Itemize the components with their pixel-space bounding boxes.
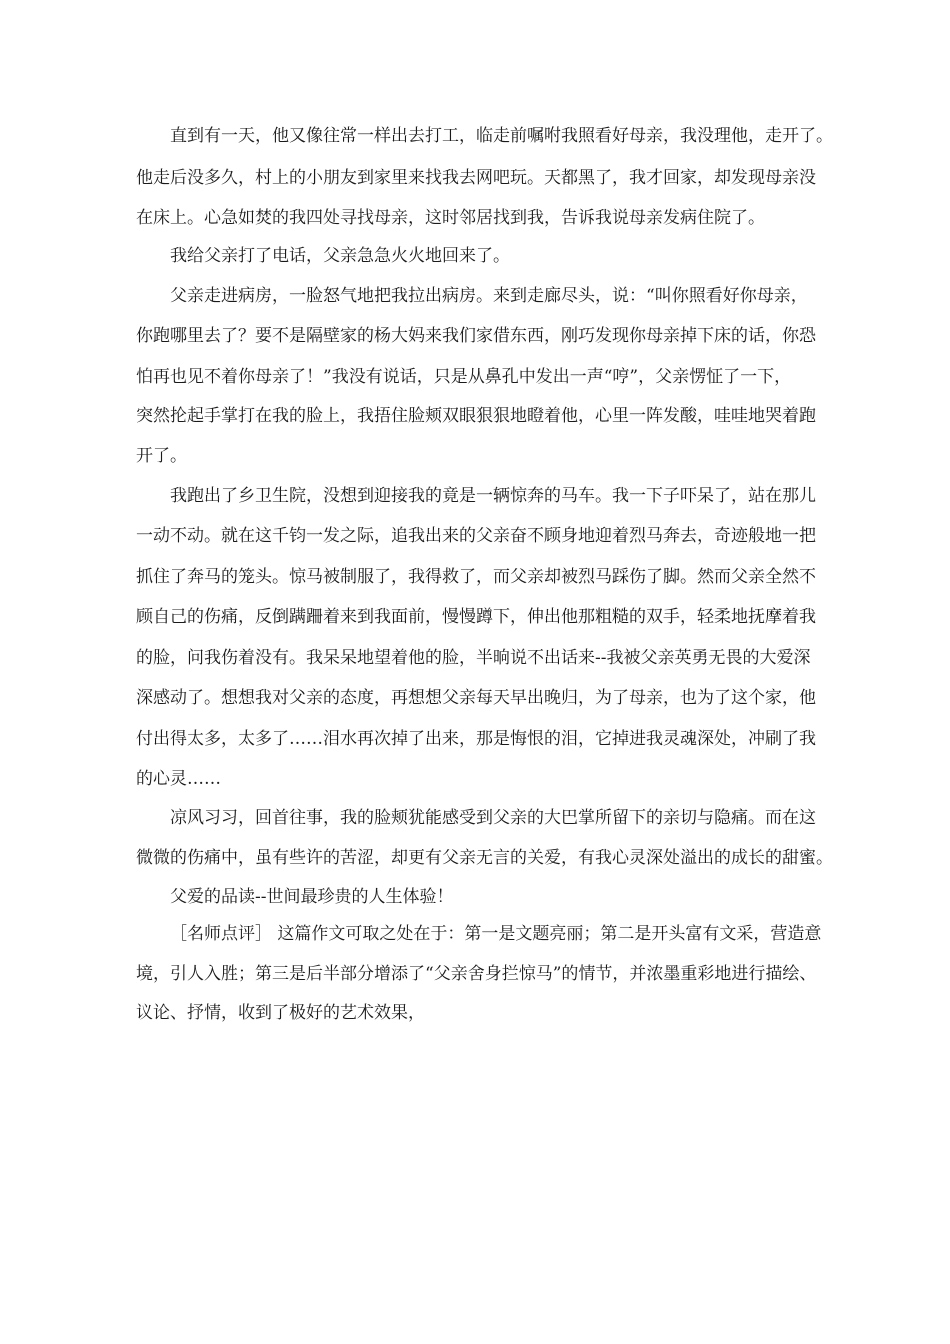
paragraph-line: 他走后没多久，村上的小朋友到家里来找我去网吧玩。天都黑了，我才回家，却发现母亲没 [136,168,816,188]
teacher-comment-line: ［名师点评］ 这篇作文可取之处在于：第一是文题亮丽；第二是开头富有文采，营造意 [170,924,822,944]
paragraph-line: 的心灵…… [136,769,221,789]
teacher-comment-line: 境，引人入胜；第三是后半部分增添了“父亲舍身拦惊马”的情节，并浓墨重彩地进行描绘、 [136,964,817,984]
paragraph-line: 我给父亲打了电话，父亲急急火火地回来了。 [170,246,510,266]
paragraph-line: 凉风习习，回首往事，我的脸颊犹能感受到父亲的大巴掌所留下的亲切与隐痛。而在这 [170,808,816,828]
paragraph-line: 我跑出了乡卫生院，没想到迎接我的竟是一辆惊奔的马车。我一下子吓呆了，站在那儿 [170,486,816,506]
paragraph-line: 父亲走进病房，一脸怒气地把我拉出病房。来到走廊尽头，说：“叫你照看好你母亲， [170,286,808,306]
teacher-comment-line: 议论、抒情，收到了极好的艺术效果， [136,1003,425,1023]
paragraph-line: 突然抡起手掌打在我的脸上，我捂住脸颊双眼狠狠地瞪着他，心里一阵发酸，哇哇地哭着跑 [136,406,816,426]
paragraph-line: 你跑哪里去了？要不是隔壁家的杨大妈来我们家借东西，刚巧发现你母亲掉下床的话，你恐 [136,326,816,346]
paragraph-line: 深感动了。想想我对父亲的态度，再想想父亲每天早出晚归，为了母亲，也为了这个家，他 [136,688,816,708]
paragraph-line: 抓住了奔马的笼头。惊马被制服了，我得救了，而父亲却被烈马踩伤了脚。然而父亲全然不 [136,567,816,587]
paragraph-line: 父爱的品读--世间最珍贵的人生体验！ [170,887,454,907]
paragraph-line: 在床上。心急如焚的我四处寻找母亲，这时邻居找到我，告诉我说母亲发病住院了。 [136,208,765,228]
paragraph-line: 微微的伤痛中，虽有些许的苦涩，却更有父亲无言的关爱，有我心灵深处溢出的成长的甜蜜。 [136,848,833,868]
paragraph-line: 付出得太多，太多了……泪水再次掉了出来，那是悔恨的泪，它掉进我灵魂深处，冲刷了我 [136,729,816,749]
paragraph-line: 的脸，问我伤着没有。我呆呆地望着他的脸，半晌说不出话来--我被父亲英勇无畏的大爱深 [136,648,811,668]
paragraph-line: 顾自己的伤痛，反倒蹒跚着来到我面前，慢慢蹲下，伸出他那粗糙的双手，轻柔地抚摩着我 [136,607,816,627]
paragraph-line: 开了。 [136,446,187,466]
paragraph-line: 怕再也见不着你母亲了！”我没有说话，只是从鼻孔中发出一声“哼”，父亲愣怔了一下， [136,367,792,387]
paragraph-line: 直到有一天，他又像往常一样出去打工，临走前嘱咐我照看好母亲，我没理他，走开了。 [170,126,833,146]
paragraph-line: 一动不动。就在这千钧一发之际，追我出来的父亲奋不顾身地迎着烈马奔去，奇迹般地一把 [136,526,816,546]
